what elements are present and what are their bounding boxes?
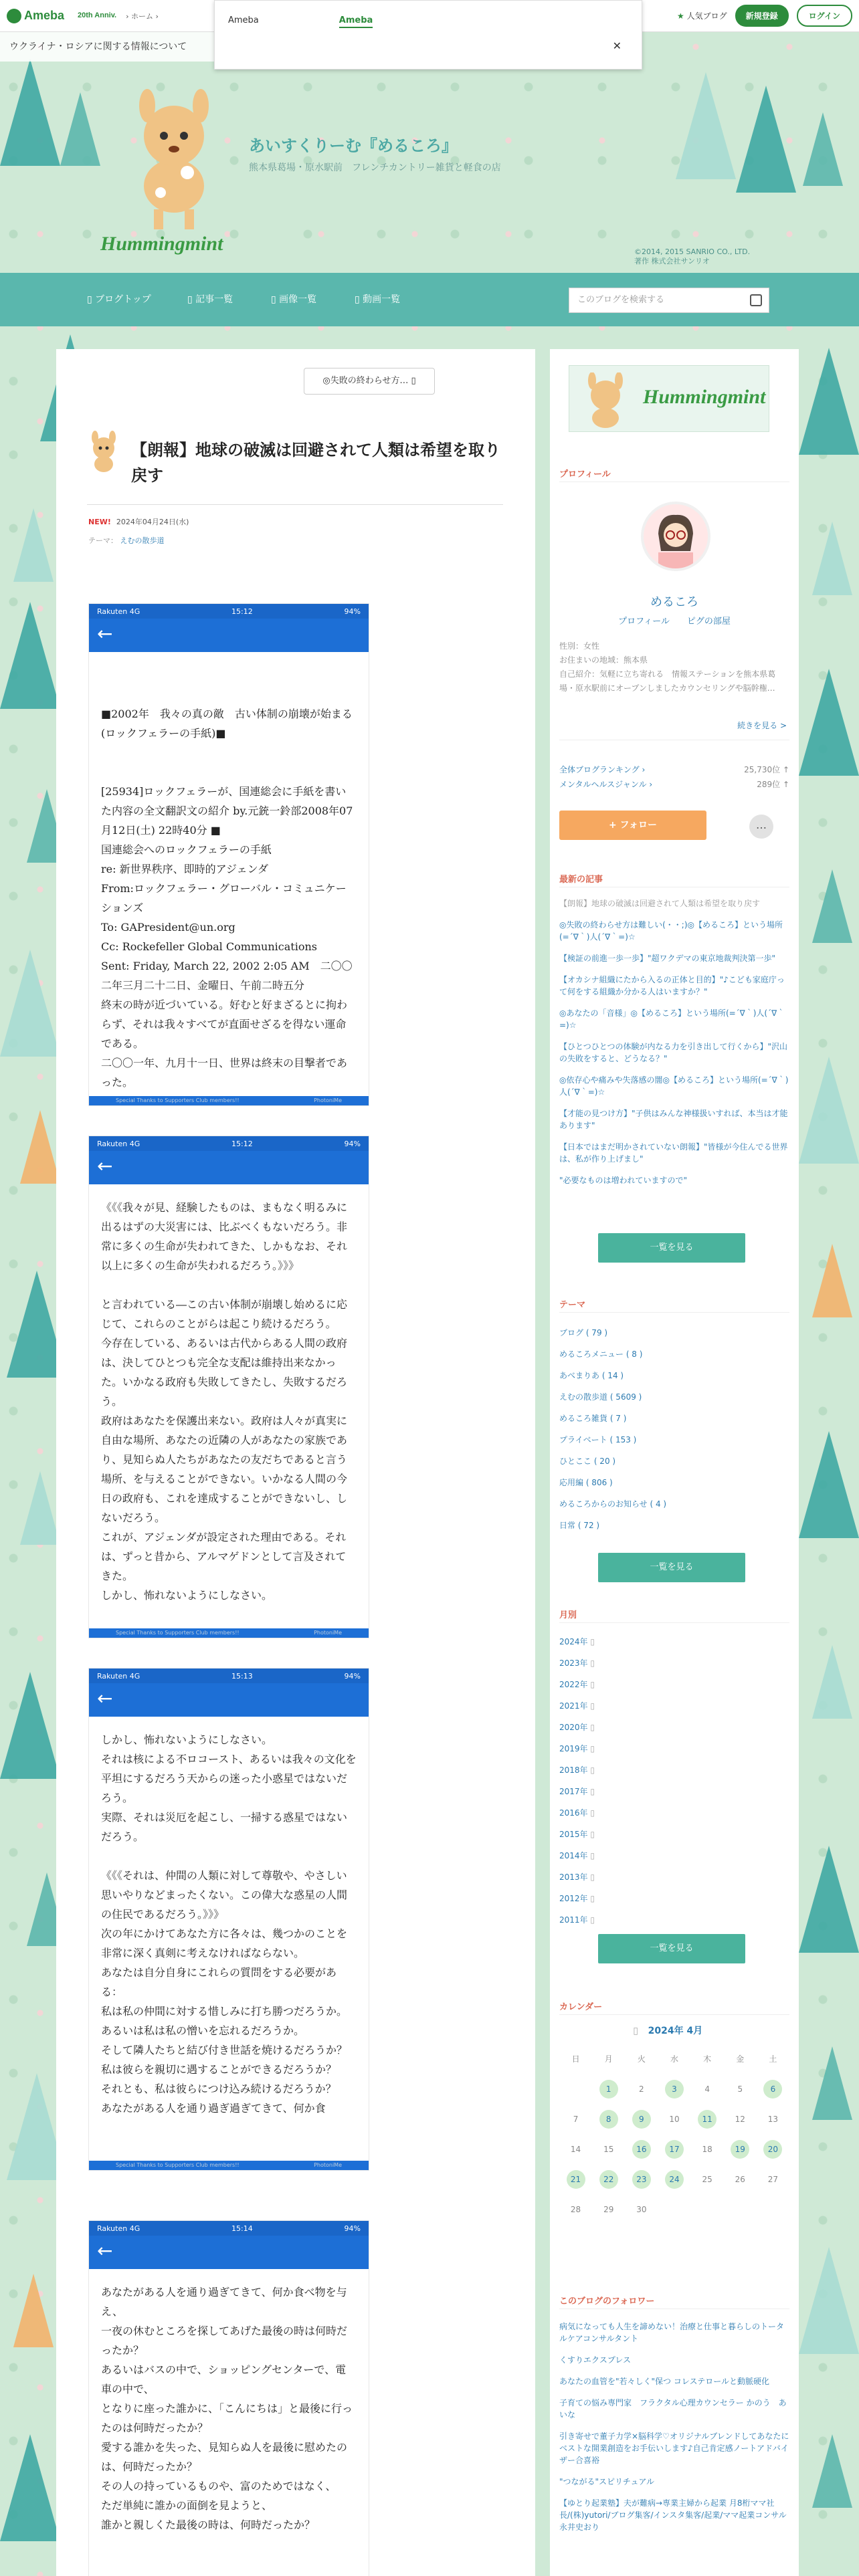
recent-item[interactable]: 【才能の見つけ方】"子供はみんな神様扱いすれば、本当は才能あります" — [559, 1109, 788, 1130]
divider — [559, 2014, 789, 2015]
calendar-day: 25 — [702, 2174, 712, 2184]
calendar-month-control — [550, 2024, 799, 2037]
screenshot-image — [88, 603, 369, 1106]
monthly-more-button[interactable]: 一覧を見る — [598, 1934, 745, 1963]
screenshot-image — [88, 1136, 369, 1638]
weekday-label: 水 — [670, 2054, 678, 2064]
chevron-down-icon: ▯ — [590, 1680, 595, 1689]
profile-info: 性別：女性 お住まいの地域：熊本県 自己紹介：気軽に立ち寄れる 情報ステーションを熊本県葛場・原水駅前にオープンしましたカウンセリングや脳幹権… — [559, 641, 776, 693]
news-ticker[interactable]: ウクライナ・ロシアに関する情報について — [0, 32, 221, 62]
popup-tab-1[interactable]: Ameba — [228, 15, 259, 25]
recent-item[interactable]: 【検証の前進一歩一歩】"超ワクデマの東京地裁判決第一歩" — [559, 954, 776, 963]
calendar-day[interactable] — [592, 2104, 625, 2134]
year-item[interactable]: 2015年 ▯ — [559, 1830, 595, 1839]
recent-item[interactable]: ◎失敗の終わらせ方は難しい(・・;)◎【めるころ】という場所(=´∇｀)人(´∇｀=)☆ — [559, 920, 783, 942]
year-item[interactable]: 2021年 ▯ — [559, 1701, 595, 1711]
sidebar — [550, 349, 799, 2576]
calendar-week — [559, 2074, 789, 2104]
screenshot-text: あなたがある人を通り過ぎてきて、何か食べ物を与え、 一夜の休むところを探してあげた最後の時は何時だったか？ あるいはバスの中で、ショッピングセンターで、電車の中で、 となりに座った誰かに、「こんにちは」と最後に行ったのは何時だったか？ 愛する誰かを失った、見知らぬ人を最後に慰めたのは、何時だったか？ その人の持っているものや、富のためではなく、 ただ単純に誰かの面倒を見ようと、 誰かと親しくた最後の時は、何時だったか？ — [101, 2286, 353, 2531]
calendar-table — [559, 2044, 789, 2224]
year-item[interactable]: 2020年 ▯ — [559, 1723, 595, 1732]
calendar-day-link[interactable]: 9 — [632, 2110, 651, 2129]
calendar-day-link[interactable]: 21 — [567, 2170, 585, 2189]
screenshot-footer: Special Thanks to Supporters Club members!! PhotoniMe — [89, 1096, 369, 1105]
theme-link[interactable]: えむの散歩道 — [120, 536, 165, 545]
chevron-down-icon: ▯ — [590, 1808, 595, 1818]
deer-mascot-icon — [120, 72, 227, 233]
blog-nav — [0, 273, 859, 326]
sidebar-logo: Hummingmint — [569, 365, 769, 432]
calendar-day: 13 — [767, 2114, 779, 2124]
recent-item[interactable]: 【朗報】地球の破滅は回避されて人類は希望を取り戻す — [559, 899, 761, 908]
calendar-day: 15 — [603, 2144, 614, 2154]
year-item[interactable]: 2014年 ▯ — [559, 1851, 595, 1860]
followers-heading: このブログのフォロワー — [559, 2296, 655, 2306]
new-badge: NEW! — [88, 518, 111, 526]
weekday-label: 月 — [604, 2054, 613, 2064]
chevron-down-icon: ▯ — [590, 1872, 595, 1882]
year-item[interactable]: 2019年 ▯ — [559, 1744, 595, 1753]
calendar-day[interactable] — [625, 2164, 658, 2194]
ranking-link[interactable]: ★ 人気ブログ — [676, 11, 727, 21]
screenshot-text: ■2002年 我々の真の敵 古い体制の崩壊が始まる(ロックフェラーの手紙)■ [25934]ロックフェラーが、国連総会に手紙を書いた内容の全文翻訳文の紹介 by.元銃一鈴部2008年07月12日(土) 22時40分 ■ 国連総会へのロックフェラーの手紙 re: 新世界秩序、即時的アジェンダ From:ロックフェラー・グローバル・コミュニケーションズ To: GAPresident@un.org Cc: Rockefeller Global Communications Sent: Friday, March 22, 2002 2:05 AM 二〇〇二年三月二十二日、金曜日、午前二時五分 終末の時が近づいている。好むと好まざるとに拘わらず、それは我々すべてが直面せざるを得ない運命である。 二〇〇一年、九月十一日、世界は終末の目撃者であった。 — [101, 708, 353, 1089]
calendar-day: 7 — [573, 2114, 579, 2124]
follower-item[interactable]: 病気になっても人生を諦めない！治療と仕事と暮らしのトータルケアコンサルタント — [559, 2322, 785, 2343]
calendar-month: 2024年 4月 — [648, 2026, 703, 2036]
calendar-day — [691, 2194, 724, 2224]
calendar-week — [559, 2104, 789, 2134]
follower-item[interactable]: 【ゆとり起業塾】夫が難病→専業主婦から起業 月8桁ママ社長/(株)yutori/ブログ集客/インスタ集客/起業/ママ起業コンサル 永井史おり — [559, 2498, 787, 2532]
avatar[interactable] — [641, 502, 710, 571]
nav-item-videos[interactable]: ▯ 動画一覧 — [355, 294, 401, 305]
calendar-day: 18 — [702, 2144, 712, 2154]
genre-ranking[interactable]: メンタルヘルスジャンル › 289位 ↑ — [559, 780, 789, 789]
theme-item[interactable]: あべまりあ ( 14 ) — [559, 1371, 624, 1380]
calendar-day[interactable] — [658, 2134, 690, 2164]
weekday-label: 火 — [637, 2054, 646, 2064]
share-button[interactable]: ◎失敗の終わらせ方… ▯ — [304, 368, 435, 395]
calendar-day: 29 — [603, 2204, 614, 2214]
monthly-heading: 月別 — [559, 1610, 577, 1620]
login-button[interactable]: ログイン — [797, 5, 852, 27]
ameba-logo-icon — [7, 9, 21, 23]
next-month-icon[interactable] — [712, 2026, 716, 2036]
chevron-down-icon: ▯ — [590, 1787, 595, 1796]
back-arrow-icon: ← — [89, 619, 369, 652]
theme-list — [559, 1327, 789, 1541]
register-button[interactable]: 新規登録 — [735, 5, 789, 27]
year-item[interactable]: 2012年 ▯ — [559, 1894, 595, 1903]
year-item[interactable]: 2023年 ▯ — [559, 1658, 595, 1668]
recent-more-button[interactable]: 一覧を見る — [598, 1233, 745, 1263]
calendar-day[interactable] — [559, 2164, 592, 2194]
follower-item[interactable]: 子育ての悩み専門家 フラクタル心理カウンセラー かのう あいな — [559, 2398, 787, 2420]
calendar-day[interactable] — [625, 2104, 658, 2134]
weekday-label: 日 — [571, 2054, 580, 2064]
profile-links[interactable]: プロフィール ピグの部屋 — [618, 617, 731, 627]
calendar-day[interactable] — [592, 2074, 625, 2104]
calendar-day[interactable] — [757, 2134, 789, 2164]
calendar-day-link[interactable]: 3 — [665, 2080, 684, 2099]
calendar-day[interactable] — [658, 2164, 690, 2194]
calendar-day: 14 — [570, 2144, 581, 2154]
calendar-day[interactable] — [625, 2134, 658, 2164]
recent-item[interactable]: 【ひとつひとつの体験が内なる力を引き出して行くから】"沢山の失敗をすると、どうなる？" — [559, 1042, 788, 1063]
year-item[interactable]: 2013年 ▯ — [559, 1872, 595, 1882]
divider — [559, 1622, 789, 1623]
calendar-heading: カレンダー — [559, 2002, 603, 2012]
popup-tab-2[interactable]: Ameba — [339, 15, 373, 28]
calendar-day[interactable] — [724, 2134, 757, 2164]
phone-status-bar: Rakuten 4G 15:12 94% — [89, 604, 369, 619]
search-icon[interactable] — [750, 294, 762, 306]
screenshot-image — [88, 2220, 369, 2576]
calendar-day-link[interactable]: 8 — [599, 2110, 618, 2129]
external-icon: ▯ — [411, 376, 416, 386]
crown-icon: ★ — [676, 11, 684, 21]
nav-item-articles[interactable]: ▯ 記事一覧 — [187, 294, 233, 305]
recent-item[interactable]: 【日本ではまだ明かされていない朗報】"皆様が今住んでる世界は、私が作り上げまし" — [559, 1142, 788, 1164]
chevron-down-icon: ▯ — [590, 1765, 595, 1775]
recent-item[interactable]: 【オカシナ組織にたから入るの正体と目的】"♪こども家庭庁って何をする組織か分かる人はいますか？" — [559, 975, 785, 996]
recent-item[interactable]: ◎あなたの「音様」◎【めるころ】という場所(=´∇｀)人(´∇｀=)☆ — [559, 1008, 785, 1030]
back-arrow-icon: ← — [89, 1151, 369, 1184]
theme-item[interactable]: えむの散歩道 ( 5609 ) — [559, 1392, 642, 1402]
calendar-day-link[interactable]: 17 — [665, 2140, 684, 2159]
calendar-day: 12 — [735, 2114, 745, 2124]
calendar-day[interactable] — [592, 2164, 625, 2194]
follower-item[interactable]: あなたの血管を"若々しく"保つ コレステロールと動脈硬化 — [559, 2377, 770, 2386]
ameba-logo[interactable]: Ameba — [7, 9, 64, 23]
calendar-day: 28 — [570, 2204, 581, 2214]
calendar-day-link[interactable]: 20 — [763, 2140, 782, 2159]
chevron-down-icon: ▯ — [590, 1637, 595, 1646]
entry-theme: テーマ： えむの散歩道 — [88, 536, 165, 545]
back-arrow-icon: ← — [89, 2236, 369, 2269]
follow-button[interactable]: + フォロー — [559, 811, 706, 840]
year-item[interactable]: 2017年 ▯ — [559, 1787, 595, 1796]
nav-item-images[interactable]: ▯ 画像一覧 — [271, 294, 317, 305]
calendar-day — [559, 2074, 592, 2104]
weekday-label: 木 — [703, 2054, 712, 2064]
screenshot-text: 《《《我々が見、経験したものは、まもなく明るみに出るはずの大災害には、比ぶべくもないだろう。非常に多くの生命が失われてきた、しかもなお、それ以上に多くの生命が失われるだろう。》》》 と言われている―この古い体制が崩壊し始めるに応じて、これらのことがらは起こり続けるだろう。 今存在している、あるいは古代からある人間の政府は、決してひとつも完全な支配は維持出来なかった。いかなる政府も失敗してきたし、失敗するだろう。 政府はあなたを保護出来ない。政府は人々が真実に自由な場所、あなたの近隣の人があなたの家族であり、見知らぬ人たちがあなたの友だちであると言う場所、を与えることができない。いかなる人間の今日の政府も、これを達成することができないし、しないだろう。 これが、アジェンダが設定された理由である。それは、ずっと昔から、アルマゲドンとして言及されてきた。 しかし、怖れないようにしなさい。 — [101, 1201, 348, 1602]
blog-title[interactable]: あいすくりーむ『めるころ』 — [249, 136, 458, 155]
year-item[interactable]: 2016年 ▯ — [559, 1808, 595, 1818]
calendar-day: 5 — [737, 2084, 743, 2094]
calendar-day: 26 — [735, 2174, 745, 2184]
breadcrumb[interactable]: › ホーム › — [126, 11, 159, 21]
follower-item[interactable]: "つながる"スピリチュアル — [559, 2477, 654, 2486]
calendar-day[interactable] — [757, 2074, 789, 2104]
calendar-day — [724, 2194, 757, 2224]
screenshot-text: しかし、怖れないようにしなさい。 それは核による不ロコースト、あるいは我々の文化を平坦にするだろう天からの迷った小惑星ではないだろう。 実際、それは災厄を起こし、一掃する惑星ではないだろう。 《《《それは、仲間の人類に対して尊敬や、やさしい思いやりなどまったくない。この偉大な惑星の人間の住民であるだろう。》》》 次の年にかけてあなた方に各々は、幾つかのことを非常に深く真剣に考えなければならない。 あなたは自分自身にこれらの質問をする必要がある： 私は私の仲間に対する惜しみに打ち勝つだろうか。 あるいは私は私の憎いを忘れるだろうか。 そして隣人たちと結び付き世話を焼けるだろうか？ 私は彼らを親切に遇することができるだろうか？ それとも、私は彼らにつけ込み続けるだろうか？ あなたがある人を通り過ぎ過ぎてきて、何か食 — [101, 1733, 357, 2115]
weekday-label: 金 — [736, 2054, 745, 2064]
calendar-day[interactable] — [658, 2074, 690, 2104]
copyright-text: ©2014, 2015 SANRIO CO., LTD. 著作 株式会社サンリオ — [634, 247, 751, 265]
theme-item[interactable]: ひとここ ( 20 ) — [559, 1457, 616, 1466]
screenshot-footer: Special Thanks to Supporters Club members!! PhotoniMe — [89, 2161, 369, 2170]
weekday-label: 土 — [769, 2054, 777, 2064]
year-item[interactable]: 2018年 ▯ — [559, 1765, 595, 1775]
theme-heading: テーマ — [559, 1300, 586, 1310]
phone-status-bar: Rakuten 4G 15:14 94% — [89, 2221, 369, 2236]
more-options-icon[interactable]: … — [749, 815, 773, 839]
calendar-day[interactable] — [691, 2104, 724, 2134]
chevron-down-icon: ▯ — [590, 1915, 595, 1925]
calendar-day-link[interactable]: 24 — [665, 2170, 684, 2189]
theme-item[interactable]: 日常 ( 72 ) — [559, 1521, 600, 1530]
year-list — [559, 1636, 789, 1935]
year-item[interactable]: 2024年 ▯ — [559, 1637, 595, 1646]
calendar-day: 4 — [704, 2084, 710, 2094]
calendar-day-link[interactable]: 16 — [632, 2140, 651, 2159]
blog-description: 熊本県葛場・原水駅前 フレンチカントリー雑貨と軽食の店 — [249, 163, 501, 173]
chevron-down-icon: ▯ — [590, 1723, 595, 1732]
follower-item[interactable]: くすりエクスプレス — [559, 2355, 632, 2365]
divider — [87, 504, 503, 505]
deer-mascot-icon — [579, 372, 632, 429]
deer-avatar-icon — [87, 429, 120, 472]
calendar-day-link[interactable]: 11 — [698, 2110, 717, 2129]
prev-month-icon[interactable]: ▯ — [633, 2026, 638, 2036]
chevron-down-icon: ▯ — [590, 1830, 595, 1839]
dropdown-popup — [214, 0, 642, 70]
chevron-down-icon: ▯ — [590, 1701, 595, 1711]
theme-item[interactable]: 応用編 ( 806 ) — [559, 1478, 613, 1487]
theme-item[interactable]: めるころ雑貨 ( 7 ) — [559, 1414, 627, 1423]
recent-list — [559, 897, 789, 1196]
theme-item[interactable]: ブログ ( 79 ) — [559, 1328, 608, 1337]
profile-heading: プロフィール — [559, 469, 611, 479]
overall-ranking[interactable]: 全体ブログランキング › 25,730位 ↑ — [559, 765, 789, 774]
divider — [559, 1312, 789, 1313]
follower-item[interactable]: 引き寄せで董子力学×脳科学♡オリジナルブレンドしてあなたにベストな開業創造をお手伝いします♪自己肯定感ノートアドバイザー合喜裕 — [559, 2432, 789, 2465]
nav-item-blog-top[interactable]: ▯ ブログトップ — [87, 294, 151, 305]
recent-item[interactable]: "必要なものは増われていますので" — [559, 1176, 688, 1185]
theme-item[interactable]: プライベート ( 153 ) — [559, 1435, 637, 1444]
screenshot-image — [88, 1668, 369, 2171]
blog-search-input[interactable]: このブログを検索する — [569, 288, 769, 313]
theme-item[interactable]: めるころメニュー ( 8 ) — [559, 1350, 643, 1359]
main-content — [56, 349, 535, 2576]
entry-title[interactable]: 【朗報】地球の破滅は回避されて人類は希望を取り戻す — [131, 441, 500, 485]
chevron-down-icon: ▯ — [590, 1894, 595, 1903]
anniversary-badge[interactable]: 20th Anniv. — [78, 11, 117, 19]
calendar-day: 30 — [636, 2204, 647, 2214]
hummingmint-logo: Hummingmint — [100, 233, 223, 255]
entry-date: NEW! 2024年04月24日(水) — [88, 518, 189, 526]
calendar-week — [559, 2134, 789, 2164]
calendar-day: 10 — [669, 2114, 680, 2124]
chevron-down-icon: ▯ — [590, 1851, 595, 1860]
profile-more-link[interactable]: 続きを見る > — [737, 721, 787, 730]
divider — [559, 481, 789, 482]
calendar-week — [559, 2164, 789, 2194]
calendar-day-link[interactable]: 1 — [599, 2080, 618, 2099]
calendar-day-link[interactable]: 23 — [632, 2170, 651, 2189]
calendar-day-link[interactable]: 19 — [731, 2140, 749, 2159]
close-icon[interactable]: ✕ — [612, 39, 622, 52]
year-item[interactable]: 2011年 ▯ — [559, 1915, 595, 1925]
chevron-down-icon: ▯ — [590, 1658, 595, 1668]
calendar-day — [658, 2194, 690, 2224]
chevron-down-icon: ▯ — [590, 1744, 595, 1753]
followers-list — [559, 2321, 789, 2543]
calendar-day-link[interactable]: 6 — [763, 2080, 782, 2099]
recent-heading: 最新の記事 — [559, 875, 603, 885]
profile-name[interactable]: めるころ — [650, 595, 698, 609]
calendar-day-link[interactable]: 22 — [599, 2170, 618, 2189]
year-item[interactable]: 2022年 ▯ — [559, 1680, 595, 1689]
theme-more-button[interactable]: 一覧を見る — [598, 1553, 745, 1582]
recent-item[interactable]: ◎依存心や痛みや失落感の闇◎【めるころ】という場所(=´∇｀)人(´∇｀=)☆ — [559, 1075, 789, 1097]
back-arrow-icon: ← — [89, 1683, 369, 1717]
phone-status-bar: Rakuten 4G 15:13 94% — [89, 1669, 369, 1683]
screenshot-footer: Special Thanks to Supporters Club members!! PhotoniMe — [89, 1628, 369, 1638]
calendar-day — [757, 2194, 789, 2224]
calendar-day: 27 — [767, 2174, 779, 2184]
calendar-week — [559, 2194, 789, 2224]
phone-status-bar: Rakuten 4G 15:12 94% — [89, 1136, 369, 1151]
theme-item[interactable]: めるころからのお知らせ ( 4 ) — [559, 1499, 667, 1509]
calendar-day: 2 — [639, 2084, 644, 2094]
